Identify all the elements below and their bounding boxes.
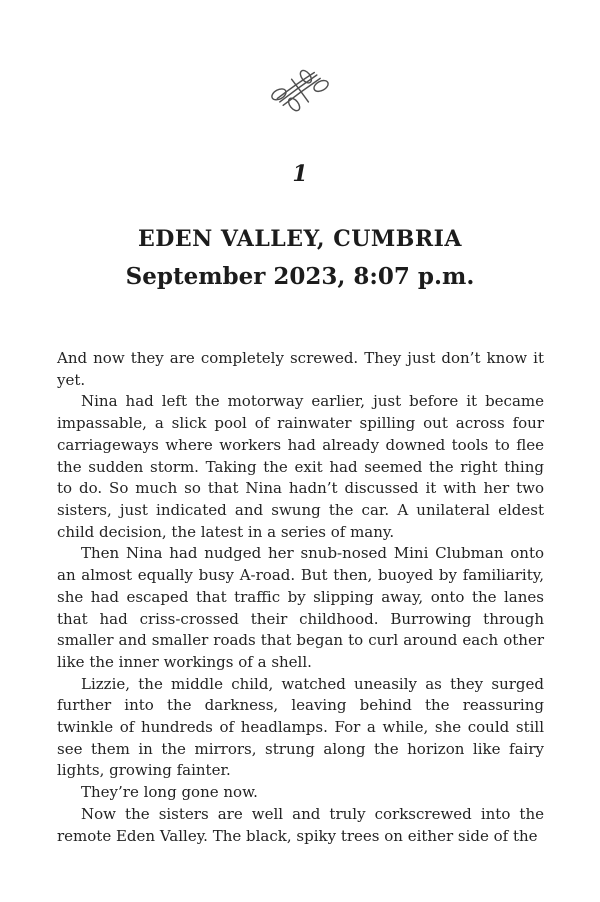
paragraph: They’re long gone now. — [81, 783, 258, 802]
paragraph: Lizzie, the middle child, watched uneasily as they surged further into the darkness, leaving behind the reassuring twinkle of hundreds of headlamps. For a while, she could still see them in the mirrors, strung along the horizon like fairy lights, growing fainter. — [57, 674, 544, 780]
paragraph: Now the sisters are well and truly corkscrewed into the remote Eden Valley. The black, spiky trees on either side of the — [57, 804, 544, 845]
body-text — [57, 348, 544, 847]
chapter-number: 1 — [292, 161, 308, 187]
chapter-ornament — [0, 0, 600, 114]
chapter-datetime-heading: September 2023, 8:07 p.m. — [125, 263, 475, 291]
paragraph: Then Nina had nudged her snub-nosed Mini Clubman onto an almost equally busy A-road. But then, buoyed by familiarity, she had escaped that traffic by slipping away, onto the lanes that had criss-crossed their childhood. Burrowing through smaller and smaller roads that began to curl around each other like the inner workings of a shell. — [57, 544, 544, 671]
paragraph: Nina had left the motorway earlier, just before it became impassable, a slick pool of rainwater spilling out across four carriageways where workers had already downed tools to flee the sudden storm. Taking the exit had seemed the right thing to do. So much so that Nina hadn’t discussed it with her two sisters, just indicated and swung the car. A unilateral eldest child decision, the latest in a series of many. — [57, 392, 544, 541]
paragraph: And now they are completely screwed. They just don’t know it yet. — [57, 349, 544, 389]
knot-ornament-icon — [268, 68, 332, 114]
chapter-location-heading: EDEN VALLEY, CUMBRIA — [138, 225, 462, 252]
